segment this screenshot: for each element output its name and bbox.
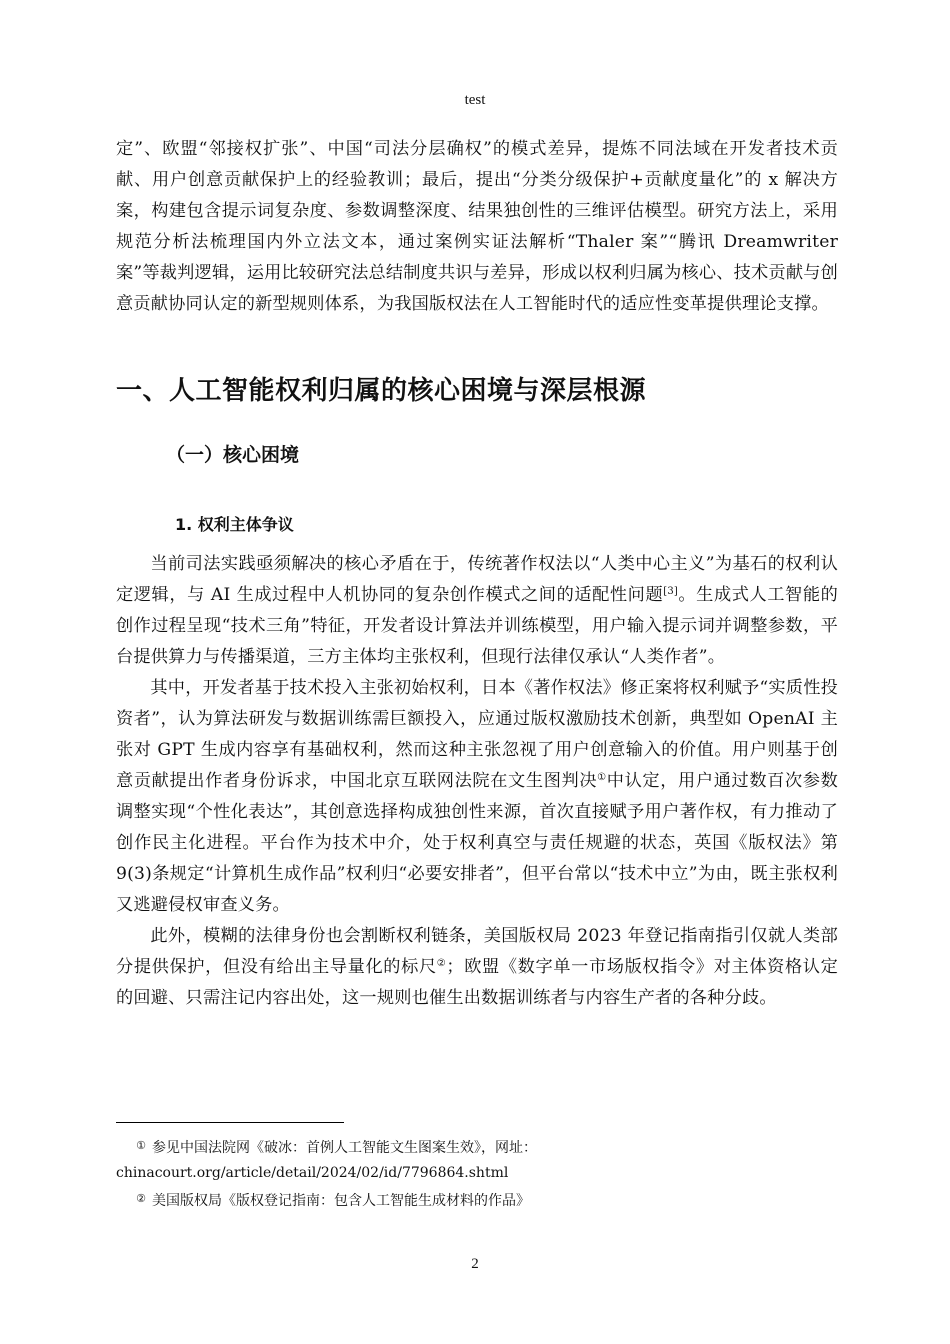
page-number: 2: [471, 1256, 479, 1272]
paragraph-1-text-a: 当前司法实践亟须解决的核心矛盾在于，传统著作权法以“人类中心主义”为基石的权利认定逻辑，与 AI 生成过程中人机协同的复杂创作模式之间的适配性问题: [116, 554, 838, 605]
paragraph-1: [116, 549, 838, 673]
paragraph-2: [116, 673, 838, 921]
section-title: （一）核心困境: [166, 444, 300, 466]
footnote-2: [116, 1186, 840, 1214]
footnote-1: [116, 1133, 840, 1186]
paragraph-1-text-b: 。生成式人工智能的创作过程呈现“技术三角”特征，开发者设计算法并训练模型，用户输入提示词并调整参数，平台提供算力与传播渠道，三方主体均主张权利，但现行法律仅承认“人类作者”。: [116, 585, 838, 667]
paragraph-3-text-b: ；欧盟《数字单一市场版权指令》对主体资格认定的回避、只需注记内容出处，这一规则也催生出数据训练者与内容生产者的各种分歧。: [116, 957, 839, 1008]
footnote-ref-2[interactable]: ②: [436, 958, 447, 969]
footnote-divider: [116, 1122, 344, 1123]
intro-paragraph: 定”、欧盟“邻接权扩张”、中国“司法分层确权”的模式差异，提炼不同法域在开发者技术贡献、用户创意贡献保护上的经验教训；最后，提出“分类分级保护+贡献度量化”的 x 解决方案，构建包含提示词复杂度、参数调整深度、结果独创性的三维评估模型。研究方法上，采用规范分析法梳理国内外立法文本，通过案例实证法解析“Thaler 案”“腾讯 Dreamwriter 案”等裁判逻辑，运用比较研究法总结制度共识与差异，形成以权利归属为核心、技术贡献与创意贡献协同认定的新型规则体系，为我国版权法在人工智能时代的适应性变革提供理论支撑。: [116, 139, 838, 314]
footnote-2-mark: ②: [136, 1192, 146, 1205]
paragraph-2-text-b: 中认定，用户通过数百次参数调整实现“个性化表达”，其创意选择构成独创性来源，首次直接赋予用户著作权，有力推动了创作民主化进程。平台作为技术中介，处于权利真空与责任规避的状态，英国《版权法》第 9(3)条规定“计算机生成作品”权利归“必要安排者”，但平台常以“技术中立”为由，既主张权利又逃避侵权审查义务。: [116, 771, 838, 915]
footnote-1-mark: ①: [136, 1139, 146, 1152]
page-header: test: [464, 92, 486, 108]
footnote-2-text: 美国版权局《版权登记指南：包含人工智能生成材料的作品》: [152, 1193, 530, 1209]
citation-ref: [3]: [663, 586, 678, 597]
footnote-1-text: 参见中国法院网《破冰：首例人工智能文生图案生效》，网址：chinacourt.org/article/detail/2024/02/id/7796864.shtml: [116, 1140, 537, 1181]
paragraph-3: [116, 921, 838, 1014]
body-text: [116, 549, 838, 1014]
chapter-title: 一、人工智能权利归属的核心困境与深层根源: [116, 376, 647, 406]
footnote-ref-1[interactable]: ①: [597, 772, 607, 783]
intro-paragraph-block: [116, 134, 838, 320]
footnotes: [116, 1133, 840, 1214]
paragraph-2-text-a: 其中，开发者基于技术投入主张初始权利，日本《著作权法》修正案将权利赋予“实质性投资者”，认为算法研发与数据训练需巨额投入，应通过版权激励技术创新，典型如 OpenAI 主张对 GPT 生成内容享有基础权利，然而这种主张忽视了用户创意输入的价值。用户则基于创意贡献提出作者身份诉求，中国北京互联网法院在文生图判决: [116, 678, 838, 791]
paragraph-3-text-a: 此外，模糊的法律身份也会割断权利链条，美国版权局 2023 年登记指南指引仅就人类部分提供保护，但没有给出主导量化的标尺: [116, 926, 838, 977]
subsection-title: 1. 权利主体争议: [175, 515, 294, 534]
